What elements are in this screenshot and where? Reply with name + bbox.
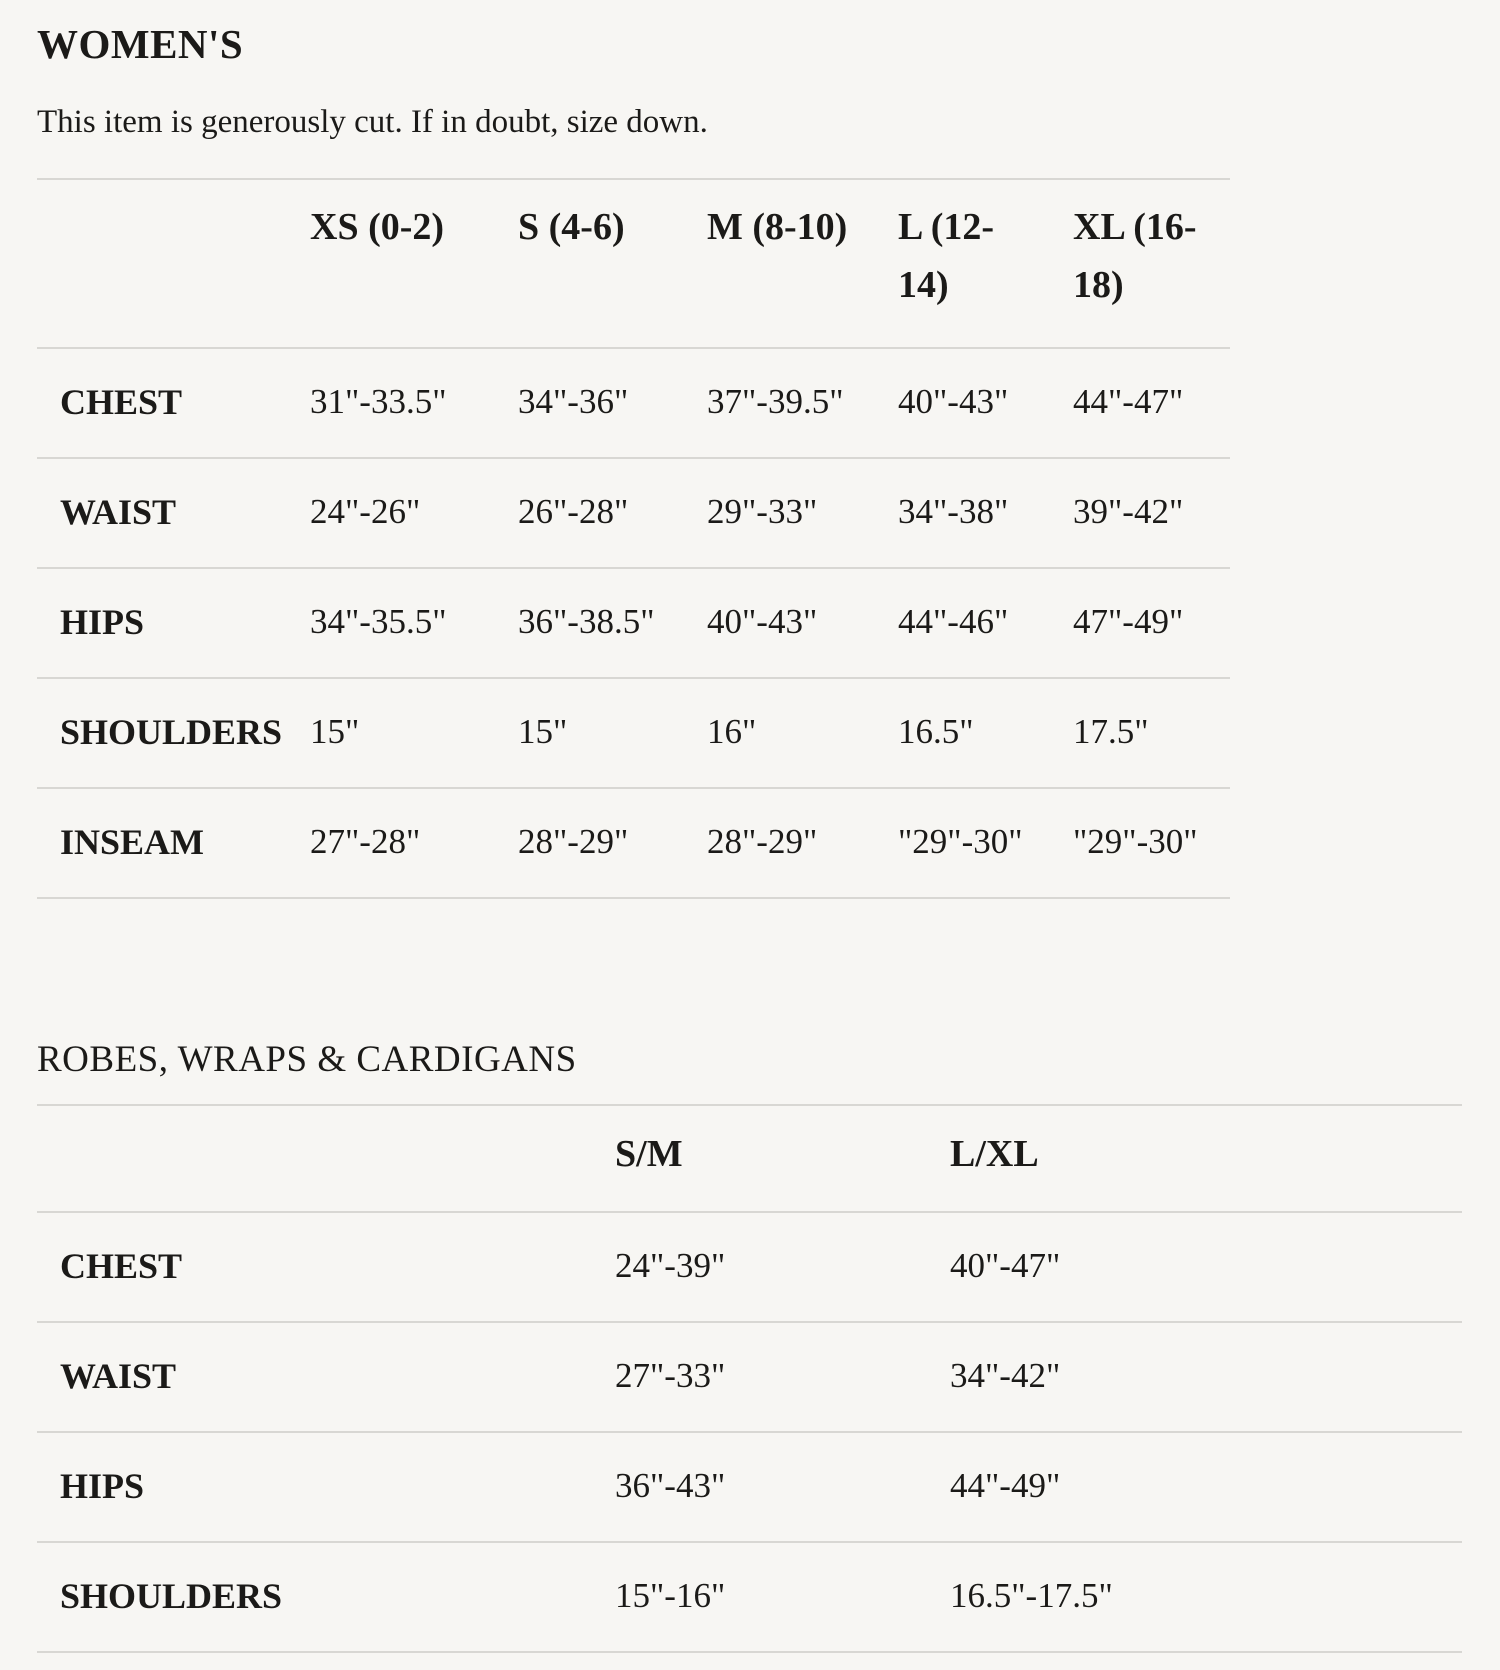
size-value-cell: 34"-38": [898, 458, 1073, 568]
size-value-cell: 36"-43": [615, 1432, 950, 1542]
size-value-cell: 28"-29": [707, 788, 898, 898]
size-value-cell: 24"-39": [615, 1212, 950, 1322]
size-value-cell: 26"-28": [518, 458, 707, 568]
table-row: [37, 678, 1230, 788]
table-row: [37, 788, 1230, 898]
size-value-cell: 16.5": [898, 678, 1073, 788]
size-value-cell: 28"-29": [518, 788, 707, 898]
table-row: [37, 1322, 1462, 1432]
size-value-cell: 31"-33.5": [310, 348, 518, 458]
row-label: INSEAM: [37, 788, 310, 898]
row-label: HIPS: [37, 568, 310, 678]
robes-size-table: [37, 1104, 1462, 1653]
fit-note: This item is generously cut. If in doubt, size down.: [37, 104, 708, 140]
column-header-label: S (4-6): [518, 206, 625, 248]
column-header: [707, 179, 898, 348]
row-label: WAIST: [37, 1322, 615, 1432]
womens-size-table: [37, 178, 1230, 899]
table-row: [37, 1542, 1462, 1652]
size-value-cell: 27"-28": [310, 788, 518, 898]
corner-cell: [37, 1105, 615, 1212]
column-header: [1073, 179, 1230, 348]
robes-section-title: ROBES, WRAPS & CARDIGANS: [37, 1039, 577, 1080]
size-value-cell: 15": [310, 678, 518, 788]
row-label: SHOULDERS: [37, 678, 310, 788]
size-value-cell: 24"-26": [310, 458, 518, 568]
size-value-cell: 39"-42": [1073, 458, 1230, 568]
size-value-cell: 40"-47": [950, 1212, 1462, 1322]
size-value-cell: 16.5"-17.5": [950, 1542, 1462, 1652]
column-header-label: XL (16-18): [1073, 206, 1197, 306]
size-value-cell: 37"-39.5": [707, 348, 898, 458]
column-header-label: L/XL: [950, 1133, 1039, 1175]
column-header-label: XS (0-2): [310, 206, 445, 248]
row-label: WAIST: [37, 458, 310, 568]
column-header: [898, 179, 1073, 348]
size-value-cell: 16": [707, 678, 898, 788]
table-row: [37, 1432, 1462, 1542]
size-value-cell: 36"-38.5": [518, 568, 707, 678]
table-row: [37, 348, 1230, 458]
size-value-cell: 15"-16": [615, 1542, 950, 1652]
row-label: CHEST: [37, 348, 310, 458]
corner-cell: [37, 179, 310, 348]
row-label: HIPS: [37, 1432, 615, 1542]
table-row: [37, 1212, 1462, 1322]
column-header: [615, 1105, 950, 1212]
size-value-cell: 15": [518, 678, 707, 788]
column-header: [950, 1105, 1462, 1212]
size-value-cell: "29"-30": [1073, 788, 1230, 898]
size-value-cell: 47"-49": [1073, 568, 1230, 678]
size-value-cell: 44"-46": [898, 568, 1073, 678]
column-header: [310, 179, 518, 348]
size-value-cell: 34"-36": [518, 348, 707, 458]
size-value-cell: 44"-49": [950, 1432, 1462, 1542]
column-header-label: S/M: [615, 1133, 683, 1175]
header-row: [37, 179, 1230, 348]
column-header: [518, 179, 707, 348]
table-row: [37, 458, 1230, 568]
header-row: [37, 1105, 1462, 1212]
size-value-cell: 27"-33": [615, 1322, 950, 1432]
column-header-label: M (8-10): [707, 206, 848, 248]
size-value-cell: 40"-43": [898, 348, 1073, 458]
size-value-cell: 29"-33": [707, 458, 898, 568]
row-label: SHOULDERS: [37, 1542, 615, 1652]
size-value-cell: 34"-42": [950, 1322, 1462, 1432]
size-value-cell: 17.5": [1073, 678, 1230, 788]
size-value-cell: 44"-47": [1073, 348, 1230, 458]
womens-section-title: WOMEN'S: [37, 21, 244, 67]
row-label: CHEST: [37, 1212, 615, 1322]
column-header-label: L (12-14): [898, 206, 995, 306]
size-value-cell: 40"-43": [707, 568, 898, 678]
table-row: [37, 568, 1230, 678]
size-value-cell: 34"-35.5": [310, 568, 518, 678]
size-value-cell: "29"-30": [898, 788, 1073, 898]
